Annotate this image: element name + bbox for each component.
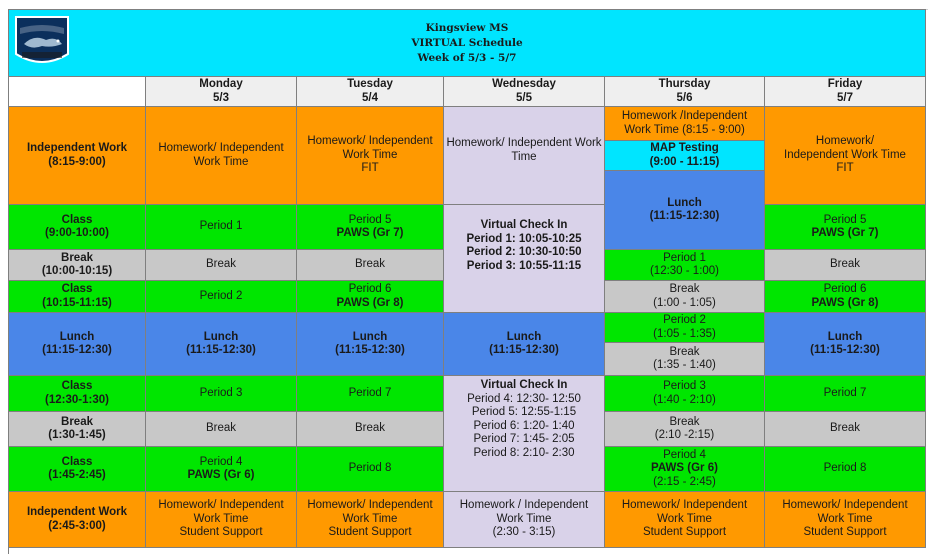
wednesday-homework-am	[444, 107, 605, 205]
row-label: Independent Work	[26, 142, 128, 154]
cell-text: Work Time	[817, 512, 873, 525]
friday-break-2	[765, 412, 926, 447]
monday-period-2	[146, 281, 297, 313]
cell-text: Period 8	[823, 462, 867, 475]
header-corner	[9, 77, 146, 107]
row-label-independent-pm	[9, 492, 146, 548]
cell-text: FIT	[361, 162, 379, 175]
row-time: (1:30-1:45)	[48, 429, 106, 441]
friday-period-7	[765, 376, 926, 412]
row-label: Class	[61, 283, 93, 295]
tuesday-period-6	[297, 281, 444, 313]
cell-text: Period 4	[663, 448, 706, 461]
check-in-line: Period 5: 12:55-1:15	[471, 406, 577, 418]
monday-break-2	[146, 412, 297, 447]
row-time: (9:00-10:00)	[45, 227, 109, 239]
thursday-break-1	[605, 281, 765, 313]
cell-text: Break	[669, 345, 700, 358]
check-in-line: Period 2: 10:30-10:50	[466, 246, 582, 258]
monday-period-1	[146, 205, 297, 250]
cell-time: (11:15-12:30)	[335, 344, 405, 356]
day-date: 5/5	[516, 91, 532, 104]
cell-time: (1:40 - 2:10)	[653, 393, 716, 406]
cell-text: Homework/ Independent Work Time	[446, 137, 602, 163]
cell-text: Period 3	[199, 386, 243, 399]
header-tuesday	[297, 77, 444, 107]
row-label: Class	[61, 213, 93, 226]
row-label-class-4	[9, 447, 146, 492]
cell-text: Break	[354, 258, 386, 271]
tuesday-break-1	[297, 250, 444, 281]
cell-time: (1:00 - 1:05)	[653, 296, 716, 309]
cell-text: Period 2	[199, 289, 243, 302]
header-wednesday	[444, 77, 605, 107]
row-label-break-1	[9, 250, 146, 281]
cell-text: Break	[205, 422, 237, 435]
cell-time: (1:35 - 1:40)	[653, 359, 716, 371]
day-name: Thursday	[658, 78, 711, 90]
day-date: 5/7	[837, 91, 853, 104]
row-label: Independent Work	[26, 506, 128, 518]
cell-text: Homework/ Independent Work Time	[158, 142, 284, 168]
cell-text: Period 7	[823, 386, 867, 399]
cell-text: Break	[205, 258, 237, 271]
cell-text: Homework/ Independent	[782, 499, 908, 512]
thursday-map-testing	[605, 141, 765, 171]
check-in-line: Period 4: 12:30- 12:50	[467, 392, 581, 405]
check-in-title: Virtual Check In	[480, 219, 568, 231]
cell-time: (2:15 - 2:45)	[653, 475, 716, 488]
row-time: (1:45-2:45)	[48, 469, 106, 481]
cell-text: MAP Testing	[650, 142, 719, 154]
cell-text: Lunch	[352, 330, 388, 343]
day-name: Tuesday	[347, 78, 393, 90]
tuesday-homework-pm	[297, 492, 444, 548]
day-date: 5/3	[213, 91, 229, 104]
cell-text: Student Support	[328, 526, 412, 539]
tuesday-period-5	[297, 205, 444, 250]
cell-text: FIT	[836, 162, 854, 175]
cell-text: Homework/ Independent	[307, 135, 433, 148]
cell-text: Lunch	[203, 330, 239, 343]
day-date: 5/6	[676, 91, 693, 104]
thursday-period-2	[605, 313, 765, 343]
cell-text: Lunch	[667, 196, 702, 209]
wednesday-virtual-check-in-am	[444, 205, 605, 313]
cell-text: Work Time	[342, 512, 398, 525]
monday-period-3	[146, 376, 297, 412]
cell-text: Work Time	[342, 148, 398, 161]
cell-sub: PAWS (Gr 6)	[187, 469, 255, 481]
cell-time: (9:00 - 11:15)	[649, 155, 720, 168]
row-time: (2:45-3:00)	[48, 519, 106, 532]
cell-time: (11:15-12:30)	[489, 344, 559, 356]
cell-sub: PAWS (Gr 8)	[336, 296, 404, 309]
thursday-break-3	[605, 412, 765, 447]
thursday-homework-am	[605, 107, 765, 141]
cell-text: Homework/	[815, 135, 875, 148]
thursday-break-2	[605, 343, 765, 376]
cell-text: Period 1	[199, 220, 243, 233]
day-date: 5/4	[362, 91, 378, 104]
cell-text: Student Support	[642, 526, 727, 539]
cell-sub: PAWS (Gr 8)	[811, 296, 879, 309]
cell-text: Period 5	[348, 213, 392, 226]
cell-time: (11:15-12:30)	[186, 344, 256, 356]
cell-text: Work Time	[193, 512, 249, 525]
monday-lunch	[146, 313, 297, 376]
cell-sub: PAWS (Gr 7)	[336, 227, 404, 239]
friday-homework-pm	[765, 492, 926, 548]
row-label: Break	[61, 251, 93, 264]
row-label-independent-am	[9, 107, 146, 205]
day-name: Wednesday	[492, 78, 556, 90]
cell-text: Work Time	[657, 512, 712, 525]
cell-time: (11:15-12:30)	[810, 344, 880, 356]
cell-time: (12:30 - 1:00)	[649, 265, 720, 277]
cell-text: Independent Work Time	[784, 148, 906, 161]
cell-text: Period 1	[663, 251, 706, 264]
thursday-lunch	[605, 171, 765, 250]
monday-period-4	[146, 447, 297, 492]
row-label: Lunch	[59, 330, 95, 343]
row-time: (12:30-1:30)	[45, 393, 109, 406]
day-name: Monday	[199, 78, 243, 90]
cell-text: Period 7	[348, 386, 392, 399]
check-in-line: Period 3: 10:55-11:15	[466, 259, 582, 272]
cell-time: (11:15-12:30)	[649, 210, 720, 222]
tuesday-period-8	[297, 447, 444, 492]
cell-time: (1:05 - 1:35)	[653, 327, 716, 340]
friday-lunch	[765, 313, 926, 376]
thursday-period-3	[605, 376, 765, 412]
cell-text: Period 6	[823, 283, 867, 295]
cell-text: Student Support	[803, 526, 887, 539]
cell-text: Break	[669, 283, 700, 295]
thursday-period-1	[605, 250, 765, 281]
friday-homework-am	[765, 107, 926, 205]
cell-sub: PAWS (Gr 7)	[811, 227, 879, 239]
tuesday-lunch	[297, 313, 444, 376]
row-time: (10:15-11:15)	[42, 296, 112, 309]
wednesday-homework-pm	[444, 492, 605, 548]
cell-text: Homework/ Independent	[307, 499, 433, 512]
cell-sub: PAWS (Gr 6)	[651, 462, 718, 475]
friday-period-8	[765, 447, 926, 492]
row-time: (8:15-9:00)	[48, 155, 106, 168]
header-friday	[765, 77, 926, 107]
row-time: (10:00-10:15)	[41, 265, 113, 277]
row-label: Break	[61, 415, 93, 428]
row-label-break-2	[9, 412, 146, 447]
wednesday-lunch	[444, 313, 605, 376]
week-range: Week of 5/3 - 5/7	[417, 51, 517, 64]
monday-homework-am	[146, 107, 297, 205]
cell-text: Student Support	[179, 526, 263, 539]
sheet-left-margin	[0, 0, 8, 554]
cell-text: (2:30 - 3:15)	[492, 526, 556, 539]
cell-text: Period 6	[348, 283, 392, 295]
check-in-line: Period 1: 10:05-10:25	[466, 232, 582, 245]
check-in-line: Period 7: 1:45- 2:05	[473, 433, 575, 445]
day-name: Friday	[827, 78, 863, 90]
school-name: Kingsview MS	[425, 21, 509, 34]
kingsview-panthers-logo	[12, 14, 72, 70]
cell-text: Period 4	[199, 455, 243, 468]
monday-break-1	[146, 250, 297, 281]
cell-text: Work Time (8:15 - 9:00)	[624, 123, 745, 136]
cell-text: Period 3	[663, 380, 706, 392]
cell-text: Break	[669, 415, 700, 428]
cell-text: Period 8	[348, 462, 392, 475]
row-label-class-2	[9, 281, 146, 313]
tuesday-period-7	[297, 376, 444, 412]
cell-text: Homework/ Independent	[158, 499, 284, 512]
wednesday-virtual-check-in-pm	[444, 376, 605, 492]
cell-time: (2:10 -2:15)	[654, 429, 715, 441]
cell-text: Homework /Independent	[621, 110, 748, 122]
thursday-homework-pm	[605, 492, 765, 548]
row-label-class-1	[9, 205, 146, 250]
cell-text: Period 2	[663, 314, 706, 326]
cell-text: Period 5	[823, 213, 867, 226]
header-monday	[146, 77, 297, 107]
check-in-line: Period 6: 1:20- 1:40	[473, 419, 575, 432]
monday-homework-pm	[146, 492, 297, 548]
row-label-lunch	[9, 313, 146, 376]
cell-text: Break	[354, 422, 386, 435]
schedule-title-banner	[8, 9, 926, 77]
row-label-class-3	[9, 376, 146, 412]
check-in-title: Virtual Check In	[480, 379, 568, 391]
cell-text: Break	[829, 258, 861, 271]
cell-text: Homework / Independent	[459, 499, 589, 512]
cell-text: Lunch	[506, 330, 542, 343]
tuesday-homework-am	[297, 107, 444, 205]
header-thursday	[605, 77, 765, 107]
row-label: Class	[61, 380, 93, 392]
schedule-type: VIRTUAL Schedule	[411, 36, 523, 49]
friday-period-6	[765, 281, 926, 313]
check-in-line: Period 8: 2:10- 2:30	[473, 446, 575, 459]
friday-break-1	[765, 250, 926, 281]
cell-text: Lunch	[827, 330, 863, 343]
row-time: (11:15-12:30)	[42, 344, 112, 356]
cell-text: Break	[829, 422, 861, 435]
cell-text: Work Time	[496, 512, 552, 525]
thursday-period-4	[605, 447, 765, 492]
friday-period-5	[765, 205, 926, 250]
row-label: Class	[61, 455, 93, 468]
cell-text: Homework/ Independent	[621, 499, 748, 512]
tuesday-break-2	[297, 412, 444, 447]
